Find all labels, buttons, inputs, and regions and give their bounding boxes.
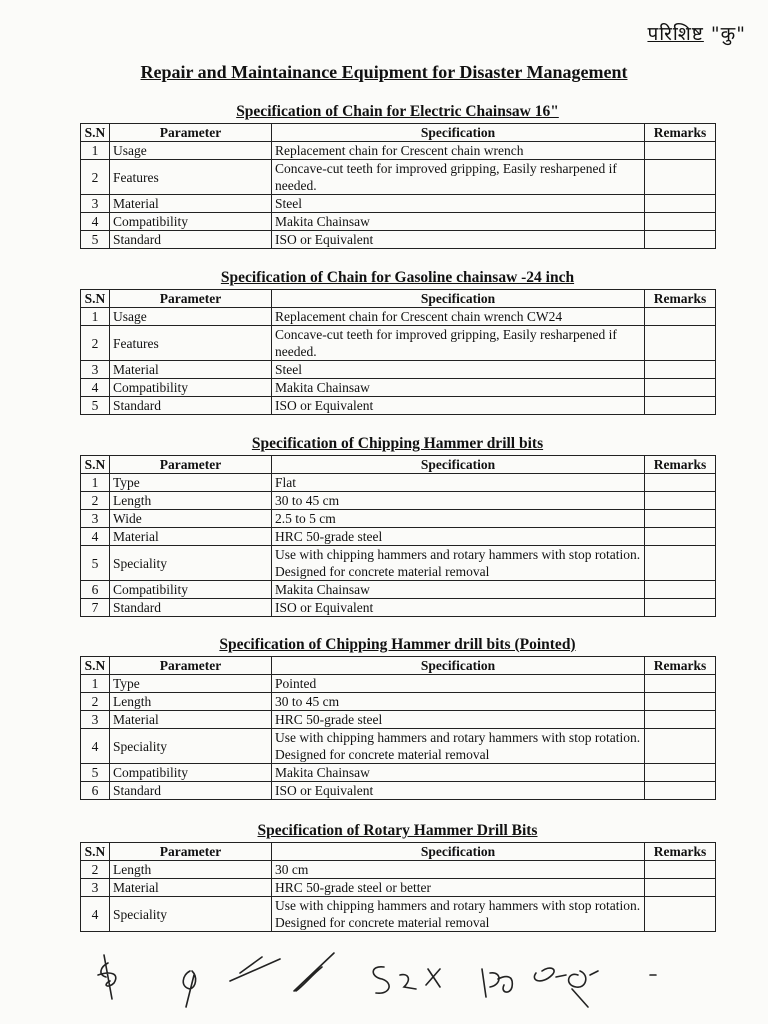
table-header-row [81, 124, 716, 142]
header-parameter: Parameter [110, 843, 272, 861]
cell-sn: 2 [81, 492, 110, 510]
cell-remarks [645, 231, 716, 249]
cell-remarks [645, 379, 716, 397]
cell-sn: 4 [81, 528, 110, 546]
cell-remarks [645, 861, 716, 879]
cell-sn: 2 [81, 326, 110, 361]
cell-remarks [645, 326, 716, 361]
signature-5 [373, 967, 440, 993]
cell-parameter: Material [110, 195, 272, 213]
table-row [81, 492, 716, 510]
header-specification: Specification [272, 657, 645, 675]
section-title: Specification of Rotary Hammer Drill Bits [257, 822, 538, 839]
annex-code: "कु" [710, 23, 746, 45]
cell-remarks [645, 361, 716, 379]
header-parameter: Parameter [110, 124, 272, 142]
header-remarks: Remarks [645, 843, 716, 861]
cell-specification: 2.5 to 5 cm [272, 510, 645, 528]
cell-remarks [645, 782, 716, 800]
cell-remarks [645, 599, 716, 617]
cell-specification: Replacement chain for Crescent chain wrench CW24 [272, 308, 645, 326]
cell-sn: 1 [81, 142, 110, 160]
cell-remarks [645, 764, 716, 782]
table-row [81, 308, 716, 326]
cell-specification: HRC 50-grade steel [272, 711, 645, 729]
cell-sn: 3 [81, 361, 110, 379]
cell-specification: Replacement chain for Crescent chain wrench [272, 142, 645, 160]
cell-remarks [645, 675, 716, 693]
cell-parameter: Compatibility [110, 581, 272, 599]
cell-remarks [645, 160, 716, 195]
cell-parameter: Features [110, 160, 272, 195]
table-row [81, 879, 716, 897]
header-parameter: Parameter [110, 456, 272, 474]
cell-specification: Pointed [272, 675, 645, 693]
spec-section [80, 267, 715, 415]
cell-sn: 6 [81, 782, 110, 800]
cell-remarks [645, 474, 716, 492]
cell-specification: Concave-cut teeth for improved gripping, Easily resharpened if needed. [272, 326, 645, 361]
cell-remarks [645, 693, 716, 711]
signatures [90, 945, 710, 1010]
cell-parameter: Wide [110, 510, 272, 528]
header-remarks: Remarks [645, 657, 716, 675]
cell-sn: 3 [81, 195, 110, 213]
cell-remarks [645, 729, 716, 764]
annex-label [647, 20, 746, 46]
cell-sn: 5 [81, 231, 110, 249]
signature-8 [569, 971, 598, 1007]
table-row [81, 546, 716, 581]
table-row [81, 213, 716, 231]
cell-sn: 4 [81, 897, 110, 932]
spec-section [80, 433, 715, 617]
cell-parameter: Speciality [110, 546, 272, 581]
table-row [81, 528, 716, 546]
cell-remarks [645, 897, 716, 932]
cell-specification: ISO or Equivalent [272, 782, 645, 800]
cell-remarks [645, 546, 716, 581]
header-sn: S.N [81, 843, 110, 861]
section-title: Specification of Chipping Hammer drill bits (Pointed) [219, 636, 576, 653]
cell-specification: ISO or Equivalent [272, 397, 645, 415]
cell-sn: 3 [81, 711, 110, 729]
cell-specification: 30 to 45 cm [272, 492, 645, 510]
cell-parameter: Material [110, 361, 272, 379]
cell-specification: Use with chipping hammers and rotary hammers with stop rotation. Designed for concrete material removal [272, 729, 645, 764]
cell-parameter: Usage [110, 142, 272, 160]
cell-parameter: Compatibility [110, 213, 272, 231]
cell-remarks [645, 397, 716, 415]
spec-table [80, 289, 716, 415]
table-row [81, 195, 716, 213]
cell-specification: Use with chipping hammers and rotary hammers with stop rotation. Designed for concrete material removal [272, 897, 645, 932]
table-row [81, 361, 716, 379]
cell-sn: 1 [81, 474, 110, 492]
table-row [81, 581, 716, 599]
cell-sn: 3 [81, 879, 110, 897]
cell-parameter: Material [110, 711, 272, 729]
cell-parameter: Speciality [110, 897, 272, 932]
cell-sn: 5 [81, 546, 110, 581]
cell-specification: Makita Chainsaw [272, 581, 645, 599]
cell-parameter: Standard [110, 782, 272, 800]
cell-sn: 1 [81, 308, 110, 326]
table-row [81, 693, 716, 711]
cell-remarks [645, 711, 716, 729]
table-header-row [81, 843, 716, 861]
cell-specification: ISO or Equivalent [272, 599, 645, 617]
cell-specification: Makita Chainsaw [272, 213, 645, 231]
cell-sn: 5 [81, 764, 110, 782]
cell-specification: Makita Chainsaw [272, 379, 645, 397]
cell-sn: 4 [81, 213, 110, 231]
spec-table [80, 123, 716, 249]
table-header-row [81, 290, 716, 308]
cell-specification: ISO or Equivalent [272, 231, 645, 249]
header-specification: Specification [272, 456, 645, 474]
cell-remarks [645, 492, 716, 510]
cell-sn: 5 [81, 397, 110, 415]
signature-4 [294, 953, 334, 991]
cell-parameter: Type [110, 675, 272, 693]
table-header-row [81, 657, 716, 675]
cell-remarks [645, 213, 716, 231]
cell-parameter: Material [110, 879, 272, 897]
header-sn: S.N [81, 290, 110, 308]
cell-specification: 30 cm [272, 861, 645, 879]
page-title: Repair and Maintainance Equipment for Disaster Management [140, 62, 628, 82]
header-sn: S.N [81, 456, 110, 474]
header-parameter: Parameter [110, 290, 272, 308]
cell-parameter: Standard [110, 231, 272, 249]
signature-6 [482, 969, 512, 997]
table-row [81, 782, 716, 800]
table-header-row [81, 456, 716, 474]
cell-sn: 7 [81, 599, 110, 617]
cell-remarks [645, 879, 716, 897]
table-row [81, 861, 716, 879]
table-row [81, 599, 716, 617]
table-row [81, 510, 716, 528]
cell-parameter: Speciality [110, 729, 272, 764]
table-row [81, 474, 716, 492]
signature-1 [98, 955, 116, 999]
spec-section [80, 820, 715, 932]
signature-2 [183, 971, 195, 1007]
cell-remarks [645, 510, 716, 528]
section-title: Specification of Chain for Electric Chainsaw 16" [236, 103, 559, 120]
cell-specification: HRC 50-grade steel or better [272, 879, 645, 897]
cell-sn: 1 [81, 675, 110, 693]
cell-remarks [645, 195, 716, 213]
cell-parameter: Material [110, 528, 272, 546]
cell-parameter: Type [110, 474, 272, 492]
cell-sn: 2 [81, 160, 110, 195]
header-sn: S.N [81, 657, 110, 675]
table-row [81, 160, 716, 195]
cell-parameter: Length [110, 693, 272, 711]
cell-sn: 6 [81, 581, 110, 599]
table-row [81, 231, 716, 249]
table-row [81, 764, 716, 782]
cell-specification: Makita Chainsaw [272, 764, 645, 782]
cell-specification: Steel [272, 361, 645, 379]
cell-parameter: Usage [110, 308, 272, 326]
table-row [81, 326, 716, 361]
header-remarks: Remarks [645, 124, 716, 142]
header-specification: Specification [272, 843, 645, 861]
table-row [81, 379, 716, 397]
cell-parameter: Standard [110, 599, 272, 617]
table-row [81, 897, 716, 932]
cell-sn: 4 [81, 379, 110, 397]
table-row [81, 711, 716, 729]
section-title: Specification of Chain for Gasoline chainsaw -24 inch [220, 269, 575, 286]
header-specification: Specification [272, 290, 645, 308]
header-specification: Specification [272, 124, 645, 142]
cell-sn: 4 [81, 729, 110, 764]
spec-section [80, 101, 715, 249]
cell-parameter: Length [110, 492, 272, 510]
spec-table [80, 656, 716, 800]
table-row [81, 675, 716, 693]
cell-remarks [645, 142, 716, 160]
cell-sn: 3 [81, 510, 110, 528]
cell-sn: 2 [81, 861, 110, 879]
table-row [81, 142, 716, 160]
header-remarks: Remarks [645, 456, 716, 474]
cell-specification: Concave-cut teeth for improved gripping, Easily resharpened if needed. [272, 160, 645, 195]
cell-specification: Use with chipping hammers and rotary hammers with stop rotation. Designed for concrete material removal [272, 546, 645, 581]
cell-specification: Steel [272, 195, 645, 213]
signature-3 [230, 957, 280, 981]
spec-section [80, 634, 715, 800]
cell-parameter: Features [110, 326, 272, 361]
signature-7 [534, 968, 566, 981]
cell-specification: Flat [272, 474, 645, 492]
cell-parameter: Compatibility [110, 764, 272, 782]
table-row [81, 397, 716, 415]
spec-table [80, 842, 716, 932]
cell-sn: 2 [81, 693, 110, 711]
annex-label-text: परिशिष्ट [647, 23, 704, 45]
spec-table [80, 455, 716, 617]
cell-parameter: Compatibility [110, 379, 272, 397]
cell-specification: HRC 50-grade steel [272, 528, 645, 546]
header-sn: S.N [81, 124, 110, 142]
cell-parameter: Standard [110, 397, 272, 415]
cell-remarks [645, 308, 716, 326]
header-parameter: Parameter [110, 657, 272, 675]
cell-remarks [645, 528, 716, 546]
cell-specification: 30 to 45 cm [272, 693, 645, 711]
table-row [81, 729, 716, 764]
header-remarks: Remarks [645, 290, 716, 308]
cell-remarks [645, 581, 716, 599]
section-title: Specification of Chipping Hammer drill bits [251, 435, 544, 452]
cell-parameter: Length [110, 861, 272, 879]
